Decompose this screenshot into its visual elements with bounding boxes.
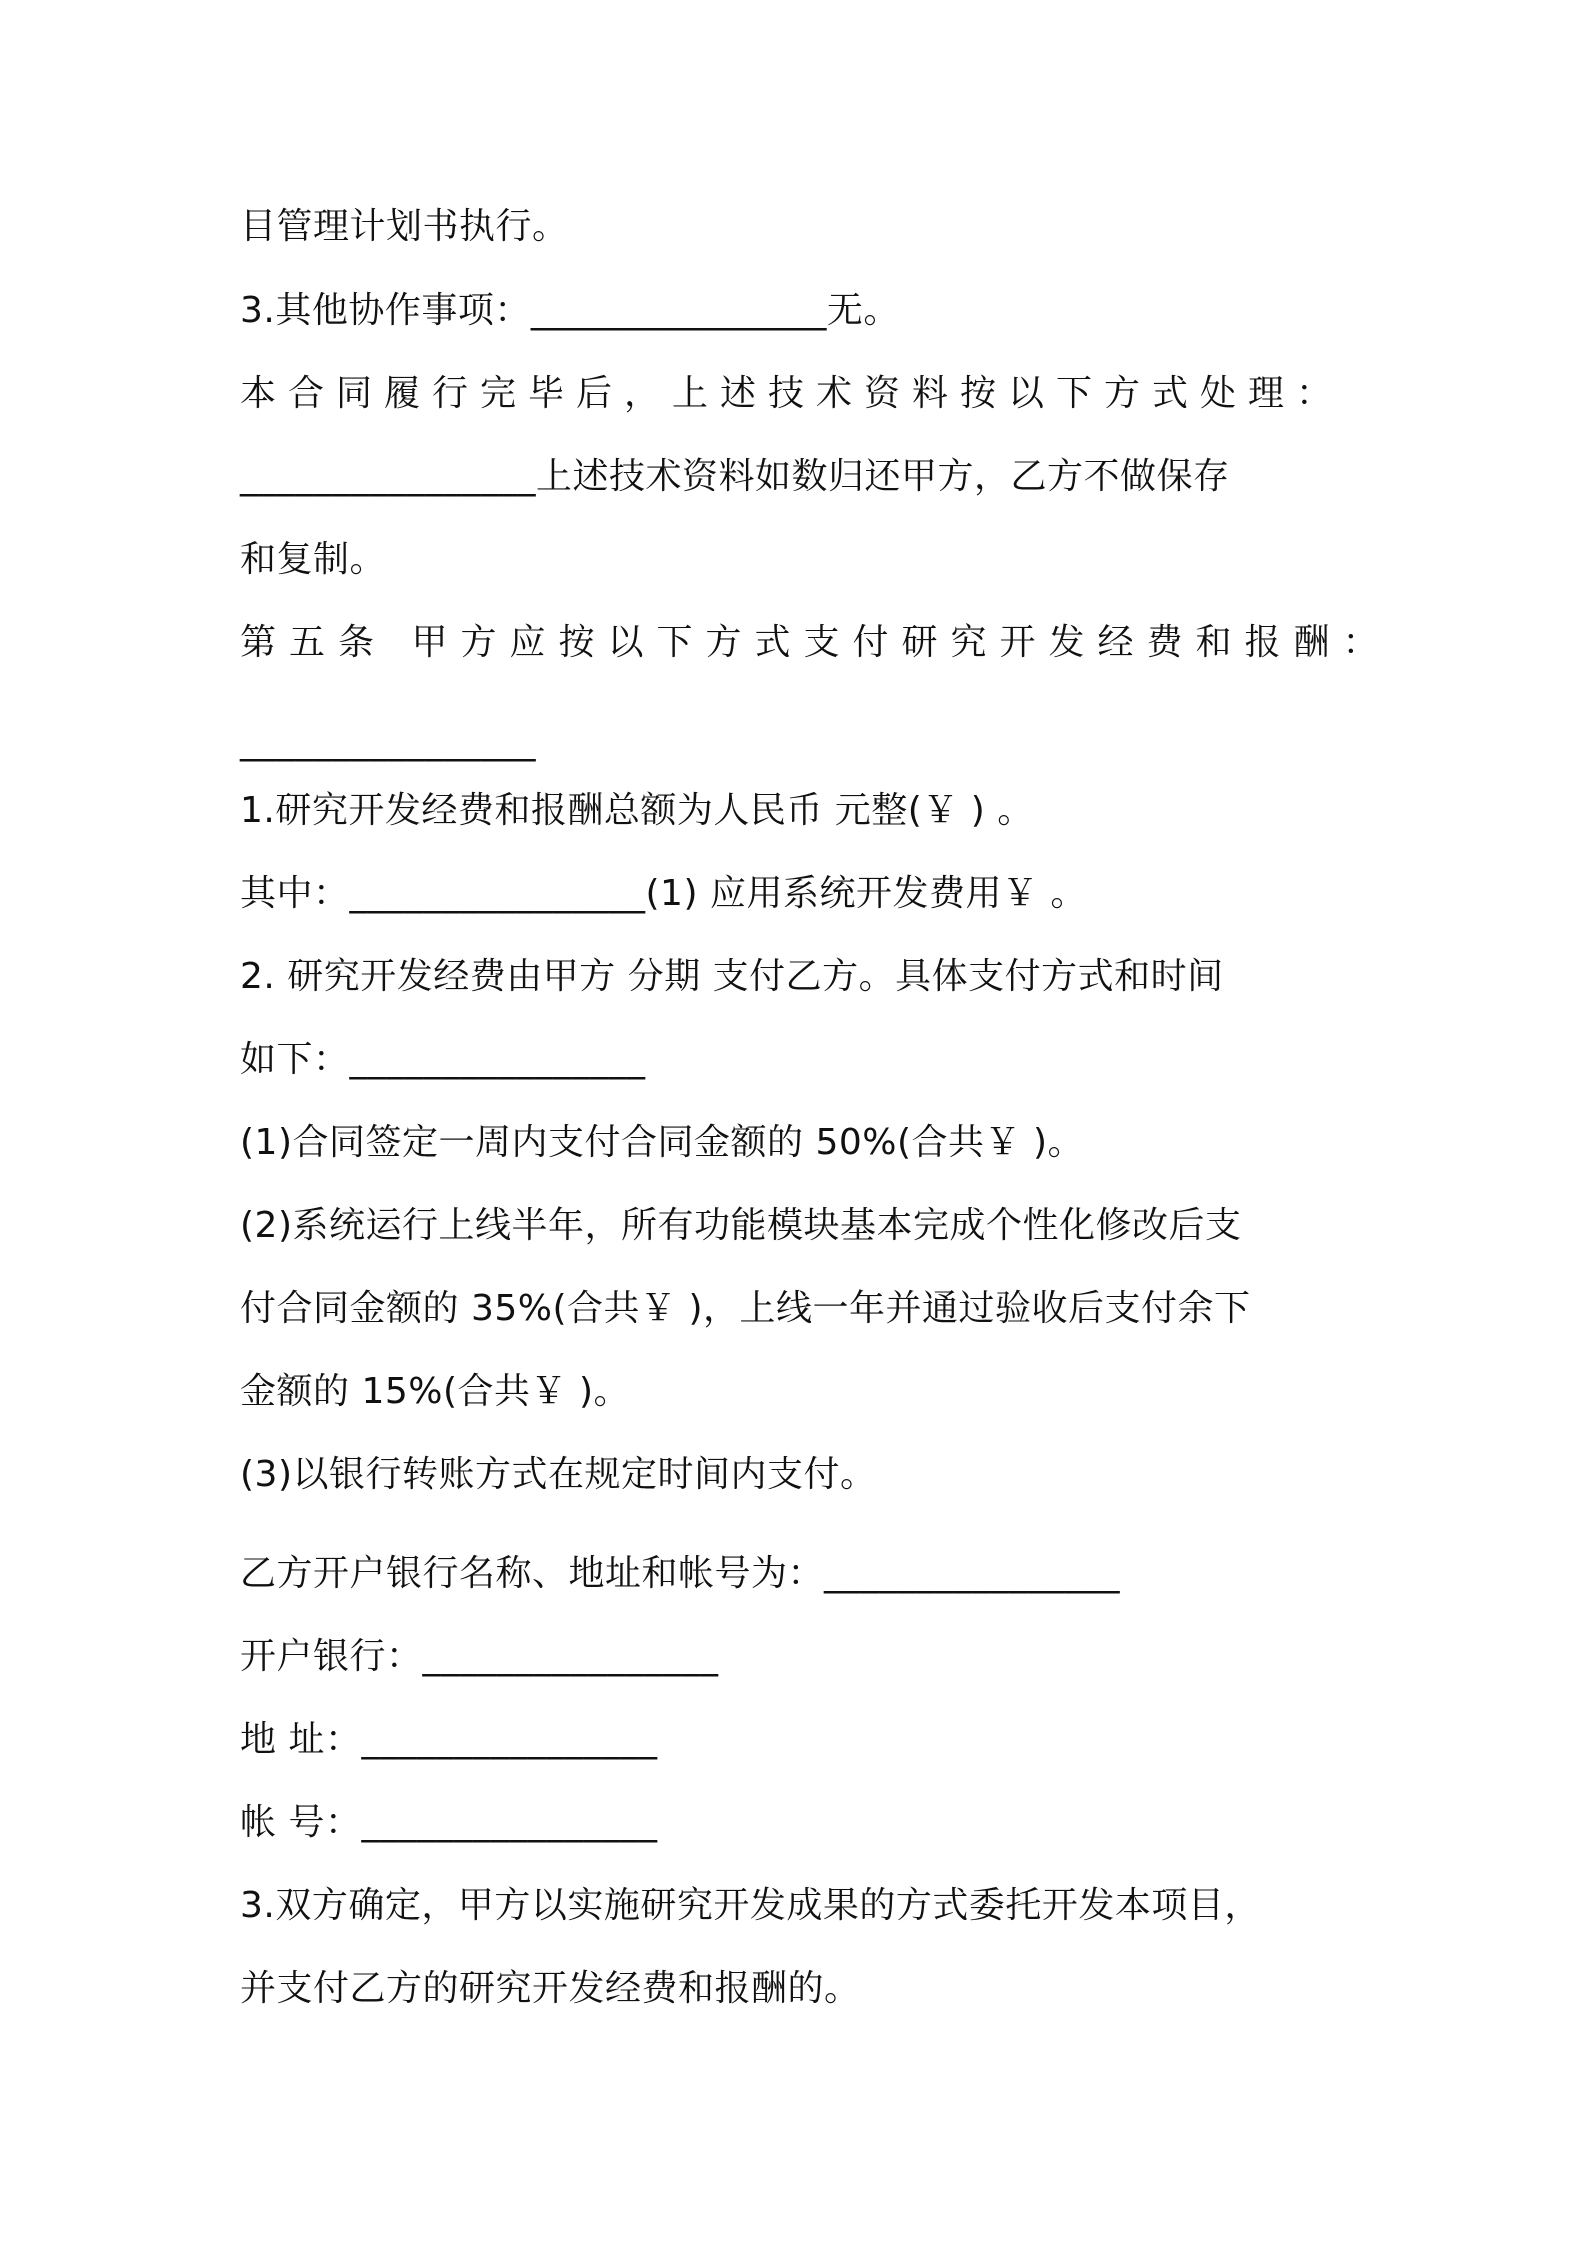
text-line: 目管理计划书执行。 [240,206,569,247]
text-line: 其中：________________(1) 应用系统开发费用￥ 。 [240,873,1087,914]
text-line: 3.双方确定，甲方以实施研究开发成果的方式委托开发本项目， [240,1885,1261,1926]
text-line: 如下：________________ [240,1039,646,1080]
text-line: 3.其他协作事项：________________无。 [240,290,900,331]
bank-name-field: 开户银行：________________ [240,1636,719,1677]
text-line: 乙方开户银行名称、地址和帐号为：________________ [240,1553,1121,1594]
text-line: 金额的 15%(合共￥ )。 [240,1371,630,1412]
text-line: 本合同履行完毕后，上述技术资料按以下方式处理： [240,373,1345,414]
bank-address-field: 地 址：________________ [240,1719,658,1760]
text-line: ________________ [240,721,536,762]
text-line: (3)以银行转账方式在规定时间内支付。 [240,1454,877,1495]
text-line: (2)系统运行上线半年，所有功能模块基本完成个性化修改后支 [240,1205,1242,1246]
text-line: 2. 研究开发经费由甲方 分期 支付乙方。具体支付方式和时间 [240,956,1224,997]
text-line: (1)合同签定一周内支付合同金额的 50%(合共￥ )。 [240,1122,1084,1163]
text-line: 并支付乙方的研究开发经费和报酬的。 [240,1968,861,2009]
section-heading: 第五条 甲方应按以下方式支付研究开发经费和报酬： [240,622,1392,663]
text-line: 1.研究开发经费和报酬总额为人民币 元整(￥ ) 。 [240,790,1034,831]
text-line: 付合同金额的 35%(合共￥ )，上线一年并通过验收后支付余下 [240,1288,1251,1329]
text-line: ________________上述技术资料如数归还甲方，乙方不做保存 [240,456,1230,497]
text-line: 和复制。 [240,539,387,580]
bank-account-field: 帐 号：________________ [240,1802,658,1843]
